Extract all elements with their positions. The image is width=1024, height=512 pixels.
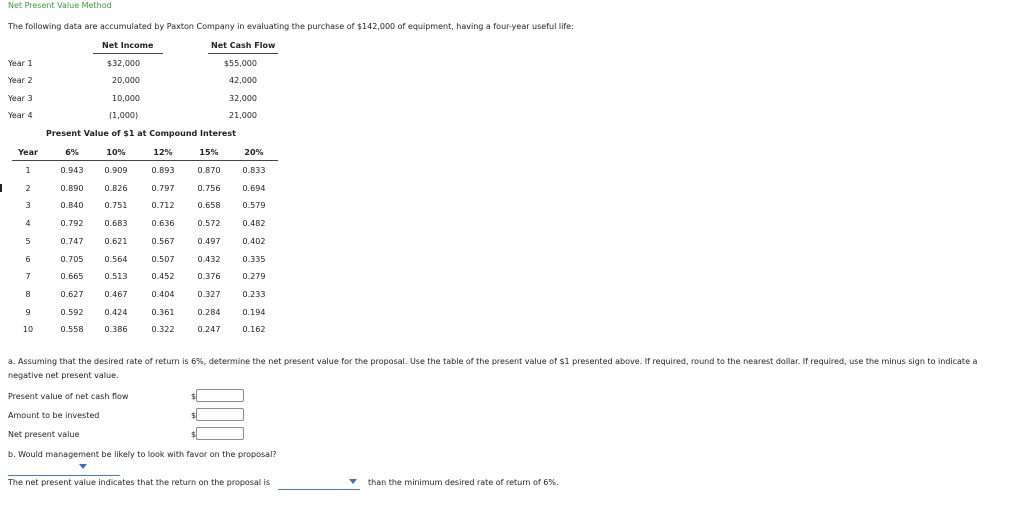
pv-row-year: 3	[25, 201, 31, 211]
page-title: Net Present Value Method	[8, 1, 112, 10]
net-present-value-input[interactable]	[196, 427, 244, 440]
chevron-down-icon	[79, 464, 87, 469]
pv-cell: 0.683	[104, 219, 128, 229]
net-income-header-rule	[93, 53, 163, 54]
net-cash-flow-header: Net Cash Flow	[211, 41, 276, 50]
pv-header-rate: 10%	[106, 148, 126, 157]
currency-symbol: $	[191, 430, 197, 439]
question-a-text-cont: negative net present value.	[8, 371, 119, 380]
pv-cell: 0.694	[242, 183, 266, 193]
pv-net-cash-flow-input[interactable]	[196, 389, 244, 402]
pv-cell: 0.627	[60, 289, 84, 299]
pv-table-caption: Present Value of $1 at Compound Interest	[46, 129, 236, 138]
cash-row-label: Year 4	[8, 111, 33, 120]
pv-cell: 0.890	[60, 183, 84, 193]
cash-row-net-income: 10,000	[112, 94, 140, 103]
pv-cell: 0.404	[151, 289, 175, 299]
pv-net-cash-flow-label: Present value of net cash flow	[8, 392, 129, 401]
pv-cell: 0.162	[242, 325, 266, 335]
pv-cell: 0.452	[151, 272, 175, 282]
pv-row-year: 4	[25, 219, 31, 229]
chevron-down-icon	[349, 479, 357, 484]
pv-cell: 0.322	[151, 325, 175, 335]
pv-row-year: 2	[25, 183, 31, 193]
currency-symbol: $	[191, 411, 197, 420]
pv-cell: 0.335	[242, 254, 266, 264]
pv-cell: 0.893	[151, 166, 175, 175]
net-income-header: Net Income	[102, 41, 154, 50]
cash-row-net-cash-flow: $55,000	[223, 59, 257, 68]
pv-cell: 0.376	[197, 272, 221, 282]
cash-row-net-income: $32,000	[107, 59, 141, 68]
cash-row-label: Year 2	[8, 76, 33, 85]
pv-cell: 0.558	[60, 325, 84, 335]
pv-cell: 0.482	[242, 219, 266, 229]
pv-header-rate: 20%	[244, 148, 264, 157]
pv-cell: 0.513	[104, 272, 128, 282]
net-cash-flow-header-rule	[208, 53, 278, 54]
cash-row-label: Year 3	[8, 94, 33, 103]
pv-cell: 0.279	[242, 272, 266, 282]
question-a-text: a. Assuming that the desired rate of return is 6%, determine the net present value for the proposal. Use the table of the present value of $1 presented above. If required, round to the nearest dollar. If required, use the minus sign to indicate a	[8, 357, 978, 366]
pv-cell: 0.658	[197, 201, 221, 211]
left-edge-marker	[0, 184, 2, 192]
pv-cell: 0.712	[151, 201, 175, 211]
pv-row-year: 7	[25, 272, 31, 282]
cash-row-net-cash-flow: 21,000	[229, 111, 257, 120]
pv-row-year: 9	[25, 307, 31, 317]
pv-header-rate: 15%	[199, 148, 219, 157]
pv-cell: 0.432	[197, 254, 221, 264]
question-b-text: b. Would management be likely to look with favor on the proposal?	[8, 450, 277, 459]
pv-cell: 0.592	[60, 307, 84, 317]
pv-cell: 0.233	[242, 289, 266, 299]
pv-cell: 0.402	[242, 236, 266, 246]
favor-dropdown[interactable]	[8, 462, 120, 476]
pv-row-year: 10	[22, 325, 34, 335]
pv-cell: 0.327	[197, 289, 221, 299]
pv-cell: 0.792	[60, 219, 84, 229]
pv-cell: 0.909	[104, 166, 128, 175]
cash-row-net-income: (1,000)	[109, 111, 139, 120]
cash-row-net-cash-flow: 42,000	[229, 76, 257, 85]
net-present-value-label: Net present value	[8, 430, 80, 439]
pv-cell: 0.840	[60, 201, 84, 211]
pv-cell: 0.705	[60, 254, 84, 264]
dropdown-underline	[278, 489, 360, 490]
conclusion-sentence-end: than the minimum desired rate of return of 6%.	[368, 478, 559, 487]
pv-cell: 0.579	[242, 201, 266, 211]
pv-cell: 0.756	[197, 183, 221, 193]
cash-row-label: Year 1	[8, 59, 33, 68]
pv-cell: 0.424	[104, 307, 128, 317]
pv-cell: 0.507	[151, 254, 175, 264]
pv-cell: 0.497	[197, 236, 221, 246]
pv-row-year: 1	[25, 166, 31, 175]
pv-row-year: 8	[25, 289, 31, 299]
pv-cell: 0.636	[151, 219, 175, 229]
pv-cell: 0.943	[60, 166, 84, 175]
pv-cell: 0.247	[197, 325, 221, 335]
pv-cell: 0.467	[104, 289, 128, 299]
pv-cell: 0.833	[242, 166, 266, 175]
pv-cell: 0.621	[104, 236, 128, 246]
pv-cell: 0.826	[104, 183, 128, 193]
pv-row-year: 6	[25, 254, 31, 264]
pv-cell: 0.567	[151, 236, 175, 246]
pv-cell: 0.797	[151, 183, 175, 193]
amount-invested-label: Amount to be invested	[8, 411, 100, 420]
currency-symbol: $	[191, 392, 197, 401]
pv-cell: 0.194	[242, 307, 266, 317]
conclusion-sentence-start: The net present value indicates that the return on the proposal is	[8, 478, 271, 487]
pv-header-rate: 12%	[153, 148, 173, 157]
pv-cell: 0.751	[104, 201, 128, 211]
cash-row-net-income: 20,000	[112, 76, 140, 85]
pv-cell: 0.870	[197, 166, 221, 175]
pv-cell: 0.284	[197, 307, 221, 317]
comparison-dropdown[interactable]	[278, 476, 360, 490]
pv-header-year: Year	[18, 148, 38, 157]
pv-header-rate: 6%	[65, 148, 79, 157]
pv-cell: 0.386	[104, 325, 128, 335]
pv-cell: 0.665	[60, 272, 84, 282]
pv-cell: 0.361	[151, 307, 175, 317]
pv-cell: 0.572	[197, 219, 221, 229]
pv-row-year: 5	[25, 236, 31, 246]
cash-row-net-cash-flow: 32,000	[229, 94, 257, 103]
dropdown-underline	[8, 475, 120, 476]
pv-cell: 0.747	[60, 236, 84, 246]
pv-cell: 0.564	[104, 254, 128, 264]
intro-text: The following data are accumulated by Paxton Company in evaluating the purchase of $142,000 of equipment, having a four-year useful life:	[8, 22, 574, 31]
pv-header-rule	[12, 160, 278, 161]
amount-invested-input[interactable]	[196, 408, 244, 421]
